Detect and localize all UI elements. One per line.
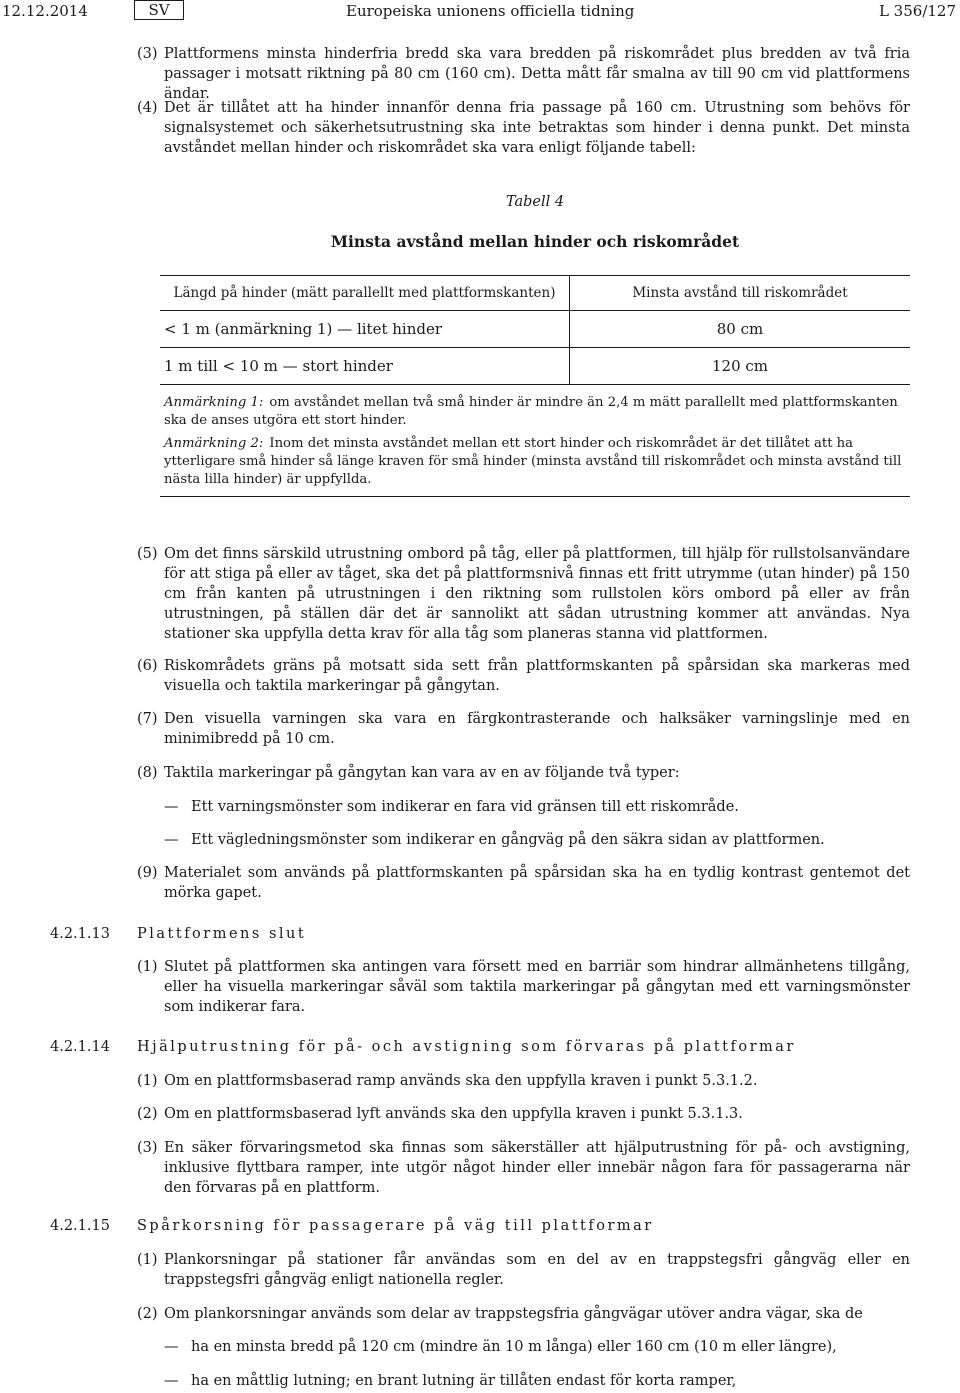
paragraph-number: (9) (137, 865, 158, 881)
paragraph-number: (4) (137, 100, 158, 116)
dash-item (164, 830, 910, 850)
dash-item (164, 1337, 910, 1357)
table-cell: 1 m till < 10 m — stort hinder (160, 348, 570, 384)
paragraph-7 (137, 709, 910, 749)
dash-item (164, 797, 910, 817)
paragraph-8 (137, 763, 910, 783)
paragraph-text: Plattformens minsta hinderfria bredd ska vara bredden på riskområdet plus bredden av två fria passager i motsatt riktning på 80 cm (160 cm). Detta mått får smalna av till 90 cm vid plattformens ändar. (164, 46, 910, 102)
dash-marker: — (164, 1373, 179, 1389)
section-15-item-2 (137, 1304, 910, 1324)
dash-marker: — (164, 832, 179, 848)
paragraph-5 (137, 544, 910, 644)
section-14-item-2 (137, 1104, 910, 1124)
paragraph-number: (6) (137, 658, 158, 674)
section-title: Plattformens slut (137, 926, 307, 942)
note-text: om avståndet mellan två små hinder är mindre än 2,4 m mätt parallellt med plattformskanten ska de anses utgöra ett stort hinder. (164, 395, 898, 428)
paragraph-text: Om en plattformsbaserad ramp används ska den uppfylla kraven i punkt 5.3.1.2. (164, 1073, 758, 1089)
section-number: 4.2.1.14 (50, 1039, 110, 1055)
table-cell: < 1 m (anmärkning 1) — litet hinder (160, 311, 570, 347)
section-15-item-1 (137, 1250, 910, 1290)
paragraph-text: Om en plattformsbaserad lyft används ska den uppfylla kraven i punkt 5.3.1.3. (164, 1106, 743, 1122)
paragraph-number: (8) (137, 765, 158, 781)
page-header (0, 0, 960, 22)
dash-marker: — (164, 1339, 179, 1355)
dash-text: ha en minsta bredd på 120 cm (mindre än 10 m långa) eller 160 cm (10 m eller längre), (191, 1339, 837, 1355)
paragraph-3 (137, 44, 910, 104)
section-14-item-1 (137, 1071, 910, 1091)
table-row (160, 311, 910, 348)
dash-text: ha en måttlig lutning; en brant lutning är tillåten endast för korta ramper, (191, 1373, 737, 1389)
paragraph-number: (1) (137, 959, 158, 975)
table-notes (164, 394, 910, 494)
paragraph-number: (3) (137, 46, 158, 62)
section-number: 4.2.1.15 (50, 1218, 110, 1234)
paragraph-text: Plankorsningar på stationer får användas som en del av en trappstegsfri gångväg eller en trappstegsfri gångväg enligt nationella regler. (164, 1252, 910, 1288)
section-title: Spårkorsning för passagerare på väg till plattformar (137, 1218, 654, 1234)
paragraph-text: Den visuella varningen ska vara en färgkontrasterande och halksäker varningslinje med en minimibredd på 10 cm. (164, 711, 910, 747)
dash-item (164, 1371, 910, 1391)
paragraph-text: Om plankorsningar används som delar av trappstegsfria gångvägar utöver andra vägar, ska de (164, 1306, 863, 1322)
paragraph-text: Taktila markeringar på gångytan kan vara av en av följande två typer: (164, 765, 680, 781)
table-note (164, 435, 910, 489)
section-13-item-1 (137, 957, 910, 1017)
paragraph-text: Om det finns särskild utrustning ombord på tåg, eller på plattformen, till hjälp för rullstolsanvändare för att stiga på eller av tåget, ska det på plattformsnivå finnas ett fritt utrymme (utan hinder) på 150 cm från kanten på utrustningen i den riktning som rullstolen körs ombord på eller av från utrustningen, på ställen där det är sannolikt att sådan utrustning kommer att användas. Nya stationer ska uppfylla detta krav för alla tåg som planeras stanna vid plattformen. (164, 546, 910, 642)
table-title: Minsta avstånd mellan hinder och riskområdet (330, 232, 740, 251)
paragraph-number: (7) (137, 711, 158, 727)
header-page-reference: L 356/127 (878, 2, 956, 20)
paragraph-number: (1) (137, 1073, 158, 1089)
section-number: 4.2.1.13 (50, 926, 110, 942)
section-title: Hjälputrustning för på- och avstigning som förvaras på plattformar (137, 1039, 796, 1055)
distance-table (160, 275, 910, 385)
paragraph-number: (3) (137, 1140, 158, 1156)
table-header-row (160, 276, 910, 311)
paragraph-6 (137, 656, 910, 696)
paragraph-text: Slutet på plattformen ska antingen vara försett med en barriär som hindrar allmänhetens tillgång, eller ha visuella markeringar såväl som taktila markeringar på gångytan med ett varningsmönster som indikerar fara. (164, 959, 910, 1015)
table-note (164, 394, 910, 430)
table-cell: 80 cm (716, 320, 764, 338)
dash-marker: — (164, 799, 179, 815)
note-label: Anmärkning 2: (164, 436, 264, 451)
table-bottom-rule (160, 496, 910, 497)
header-language-box: SV (134, 0, 184, 20)
paragraph-number: (2) (137, 1106, 158, 1122)
paragraph-number: (2) (137, 1306, 158, 1322)
dash-text: Ett vägledningsmönster som indikerar en gångväg på den säkra sidan av plattformen. (191, 832, 825, 848)
note-text: Inom det minsta avståndet mellan ett stort hinder och riskområdet är det tillåtet att ha ytterligare små hinder så länge kraven för små hinder (minsta avstånd till riskområdet och minsta avstånd till nästa lilla hinder) är uppfyllda. (164, 436, 902, 487)
table-header-cell: Längd på hinder (mätt parallellt med plattformskanten) (160, 276, 570, 310)
section-14-item-3 (137, 1138, 910, 1198)
paragraph-text: Materialet som används på plattformskanten på spårsidan ska ha en tydlig kontrast gentemot det mörka gapet. (164, 865, 910, 901)
paragraph-9 (137, 863, 910, 903)
table-cell: 120 cm (711, 357, 769, 375)
table-number: Tabell 4 (505, 194, 565, 210)
paragraph-number: (1) (137, 1252, 158, 1268)
header-journal-title: Europeiska unionens officiella tidning (346, 2, 635, 20)
table-header-cell: Minsta avstånd till riskområdet (632, 285, 848, 301)
note-label: Anmärkning 1: (164, 395, 264, 410)
paragraph-text: Riskområdets gräns på motsatt sida sett från plattformskanten på spårsidan ska markeras med visuella och taktila markeringar på gångytan. (164, 658, 910, 694)
paragraph-text: En säker förvaringsmetod ska finnas som säkerställer att hjälputrustning för på- och avstigning, inklusive flyttbara ramper, inte utgör något hinder eller innebär någon fara för passagerarna när den förvaras på en plattform. (164, 1140, 910, 1196)
table-row (160, 348, 910, 385)
paragraph-text: Det är tillåtet att ha hinder innanför denna fria passage på 160 cm. Utrustning som behövs för signalsystemet och säkerhetsutrustning ska inte betraktas som hinder i denna punkt. Det minsta avståndet mellan hinder och riskområdet ska vara enligt följande tabell: (164, 100, 910, 156)
paragraph-number: (5) (137, 546, 158, 562)
paragraph-4 (137, 98, 910, 158)
header-date: 12.12.2014 (2, 2, 88, 20)
dash-text: Ett varningsmönster som indikerar en fara vid gränsen till ett riskområde. (191, 799, 739, 815)
